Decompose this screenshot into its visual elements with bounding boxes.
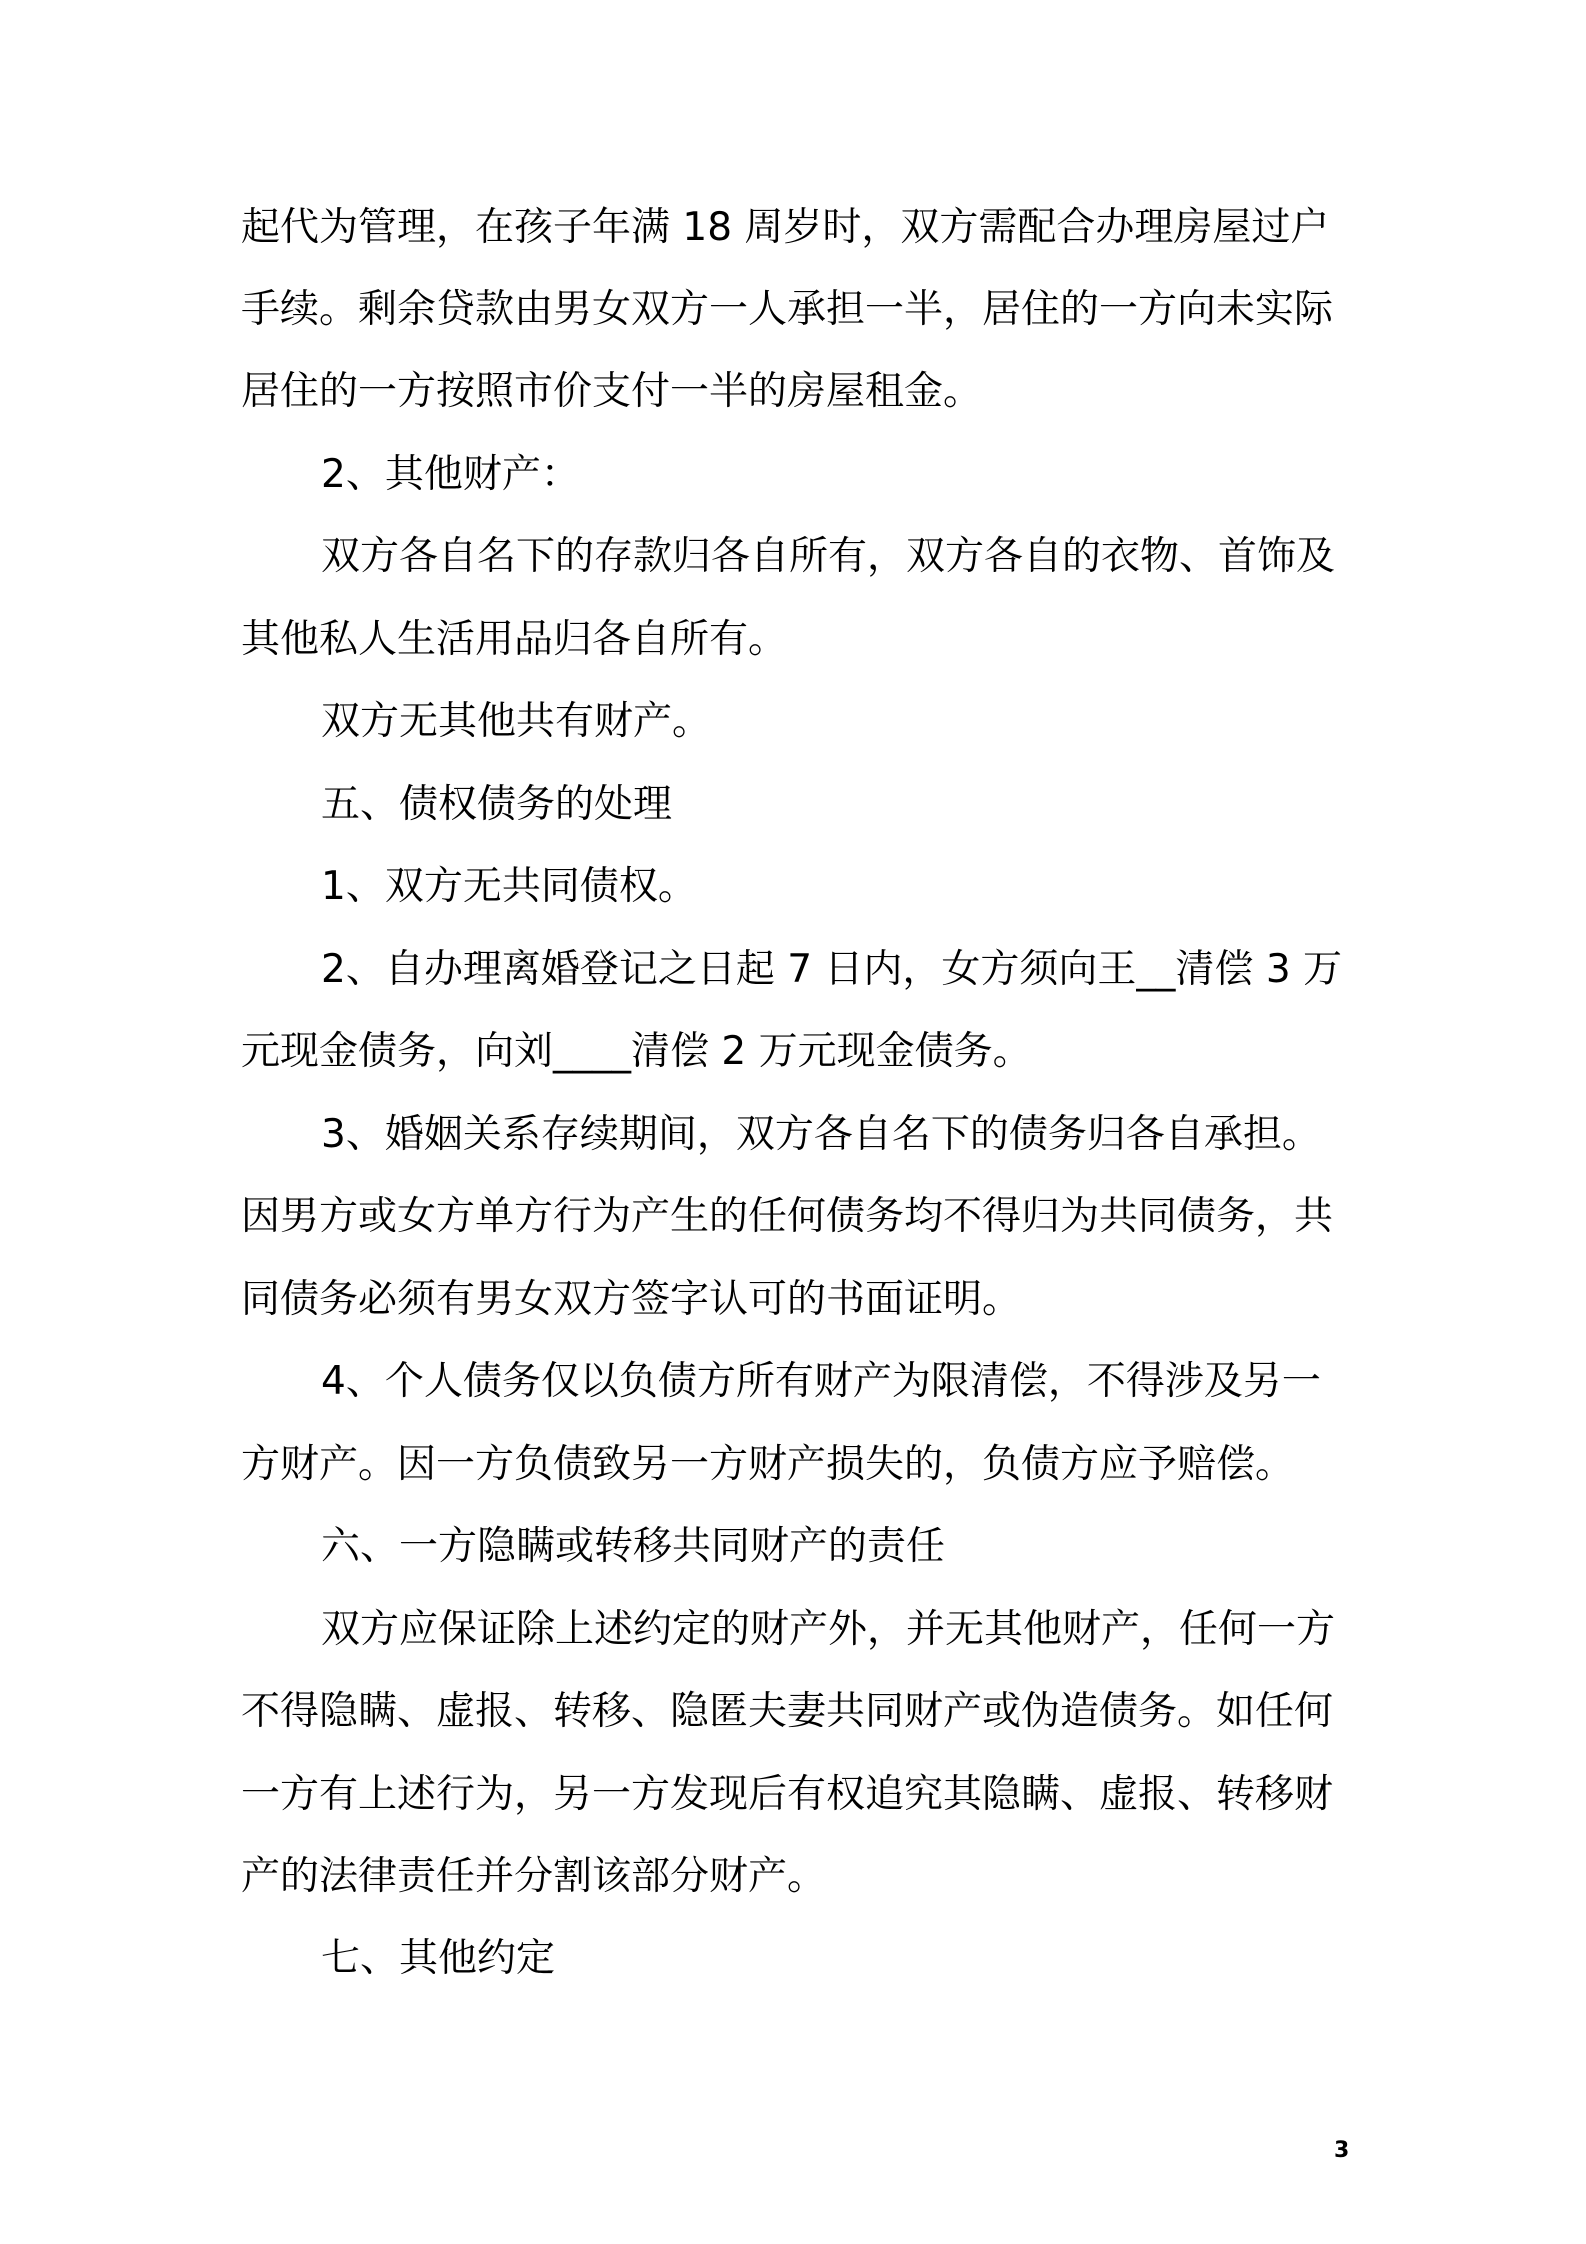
page-number: 3 [1334,2138,1350,2163]
document-page: 起代为管理，在孩子年满 18 周岁时，双方需配合办理房屋过户 手续。剩余贷款由男女双方一人承担一半，居住的一方向未实际 居住的一方按照市价支付一半的房屋租金。 2、其他财产： 双方各自名下的存款归各自所有，双方各自的衣物、首饰及 其他私人生活用品归各自所有。 双方无其他共有财产。 五、债权债务的处理 1、双方无共同债权。 2、自办理离婚登记之日起 7 日内，女方须向王__清偿 3 万 元现金债务，向刘____清偿 2 万元现金债务。 3、婚姻关系存续期间，双方各自名下的债务归各自承担。 因男方或女方单方行为产生的任何债务均不得归为共同债务，共 同债务必须有男女双方签字认可的书面证明。 4、个人债务仅以负债方所有财产为限清偿，不得涉及另一 方财产。因一方负债致另一方财产损失的，负债方应予赔偿。 六、一方隐瞒或转移共同财产的责任 双方应保证除上述约定的财产外，并无其他财产，任何一方 不得隐瞒、虚报、转移、隐匿夫妻共同财产或伪造债务。如任何 一方有上述行为，另一方发现后有权追究其隐瞒、虚报、转移财 产的法律责任并分割该部分财产。 七、其他约定 3 [0,0,1586,2244]
